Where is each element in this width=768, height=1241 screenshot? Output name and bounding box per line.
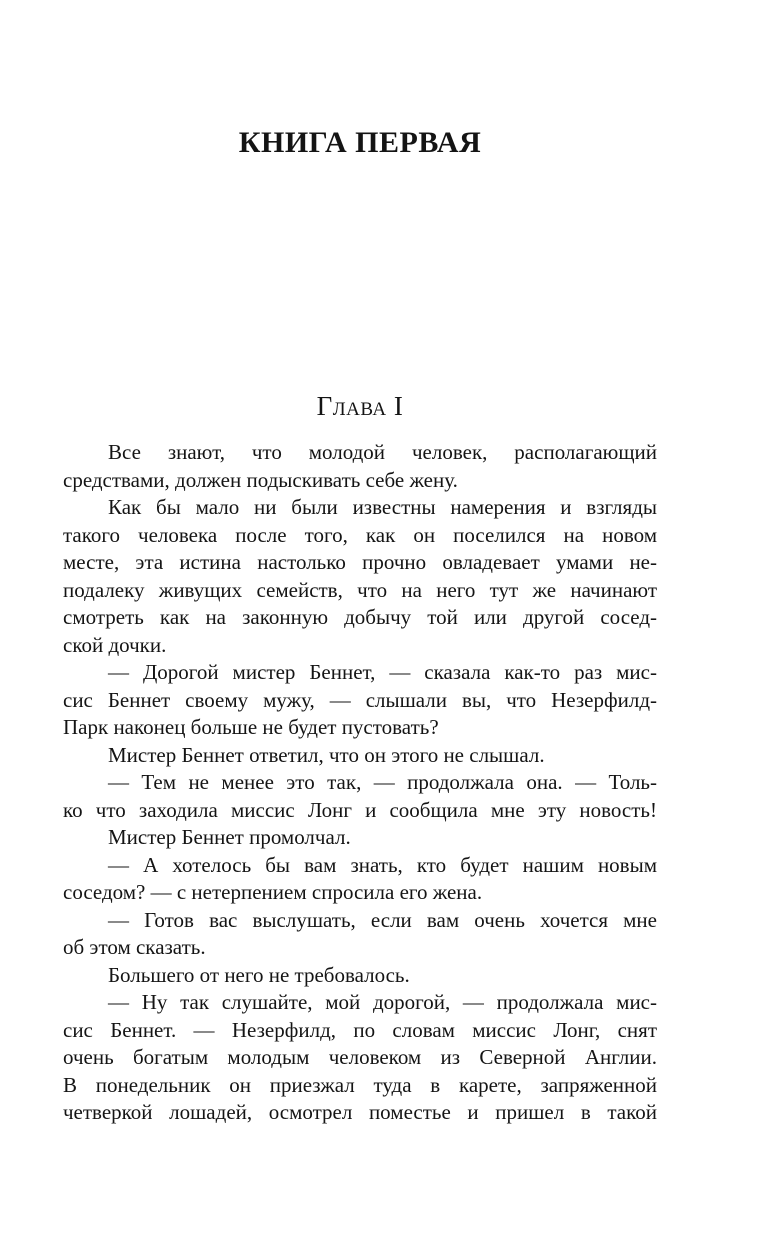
text-line: четверкой лошадей, осмотрел поместье и пришел в такой	[63, 1100, 657, 1124]
text-line: подалеку живущих семейств, что на него тут же начинают	[63, 577, 657, 602]
text-line: сис Беннет своему мужу, — слышали вы, что Незерфилд-	[63, 687, 657, 712]
text-line: — Дорогой мистер Беннет, — сказала как-то раз мис-	[108, 660, 657, 684]
text-line: средствами, должен подыскивать себе жену.	[63, 467, 458, 492]
text-line: ко что заходила миссис Лонг и сообщила мне эту новость!	[63, 797, 657, 822]
text-line: Все знают, что молодой человек, располагающий	[108, 440, 657, 464]
text-line: Большего от него не требовалось.	[108, 962, 410, 987]
text-line: сис Беннет. — Незерфилд, по словам миссис Лонг, снят	[63, 1017, 657, 1042]
text-line: такого человека после того, как он поселился на новом	[63, 522, 657, 547]
text-line: Мистер Беннет промолчал.	[108, 825, 351, 849]
text-line: Как бы мало ни были известны намерения и взгляды	[108, 495, 657, 519]
paragraph	[63, 439, 657, 494]
paragraph	[63, 494, 657, 659]
paragraph	[63, 769, 657, 824]
text-line: — Ну так слушайте, мой дорогой, — продолжала мис-	[108, 990, 657, 1014]
paragraph	[63, 989, 657, 1127]
text-line: очень богатым молодым человеком из Северной Англии.	[63, 1045, 657, 1069]
chapter-heading: Глава I	[316, 391, 404, 421]
text-line: — А хотелось бы вам знать, кто будет нашим новым	[108, 852, 657, 877]
text-line: месте, эта истина настолько прочно овладевает умами не-	[63, 550, 657, 574]
text-line: смотреть как на законную добычу той или другой сосед-	[63, 605, 657, 629]
paragraph	[63, 852, 657, 907]
body-text	[63, 439, 657, 1127]
book-title: КНИГА ПЕРВАЯ	[238, 126, 482, 159]
text-line: соседом? — с нетерпением спросила его жена.	[63, 880, 483, 904]
paragraph	[63, 659, 657, 742]
paragraph	[63, 962, 657, 990]
text-line: Мистер Беннет ответил, что он этого не слышал.	[108, 742, 545, 767]
text-line: В понедельник он приезжал туда в карете, запряженной	[63, 1072, 657, 1097]
paragraph	[63, 742, 657, 770]
text-line: Парк наконец больше не будет пустовать?	[63, 715, 439, 739]
text-line: — Готов вас выслушать, если вам очень хочется мне	[108, 907, 657, 932]
text-line: ской дочки.	[63, 632, 167, 657]
paragraph	[63, 824, 657, 852]
text-line: об этом сказать.	[63, 935, 206, 959]
paragraph	[63, 907, 657, 962]
text-line: — Тем не менее это так, — продолжала она. — Толь-	[108, 770, 657, 794]
